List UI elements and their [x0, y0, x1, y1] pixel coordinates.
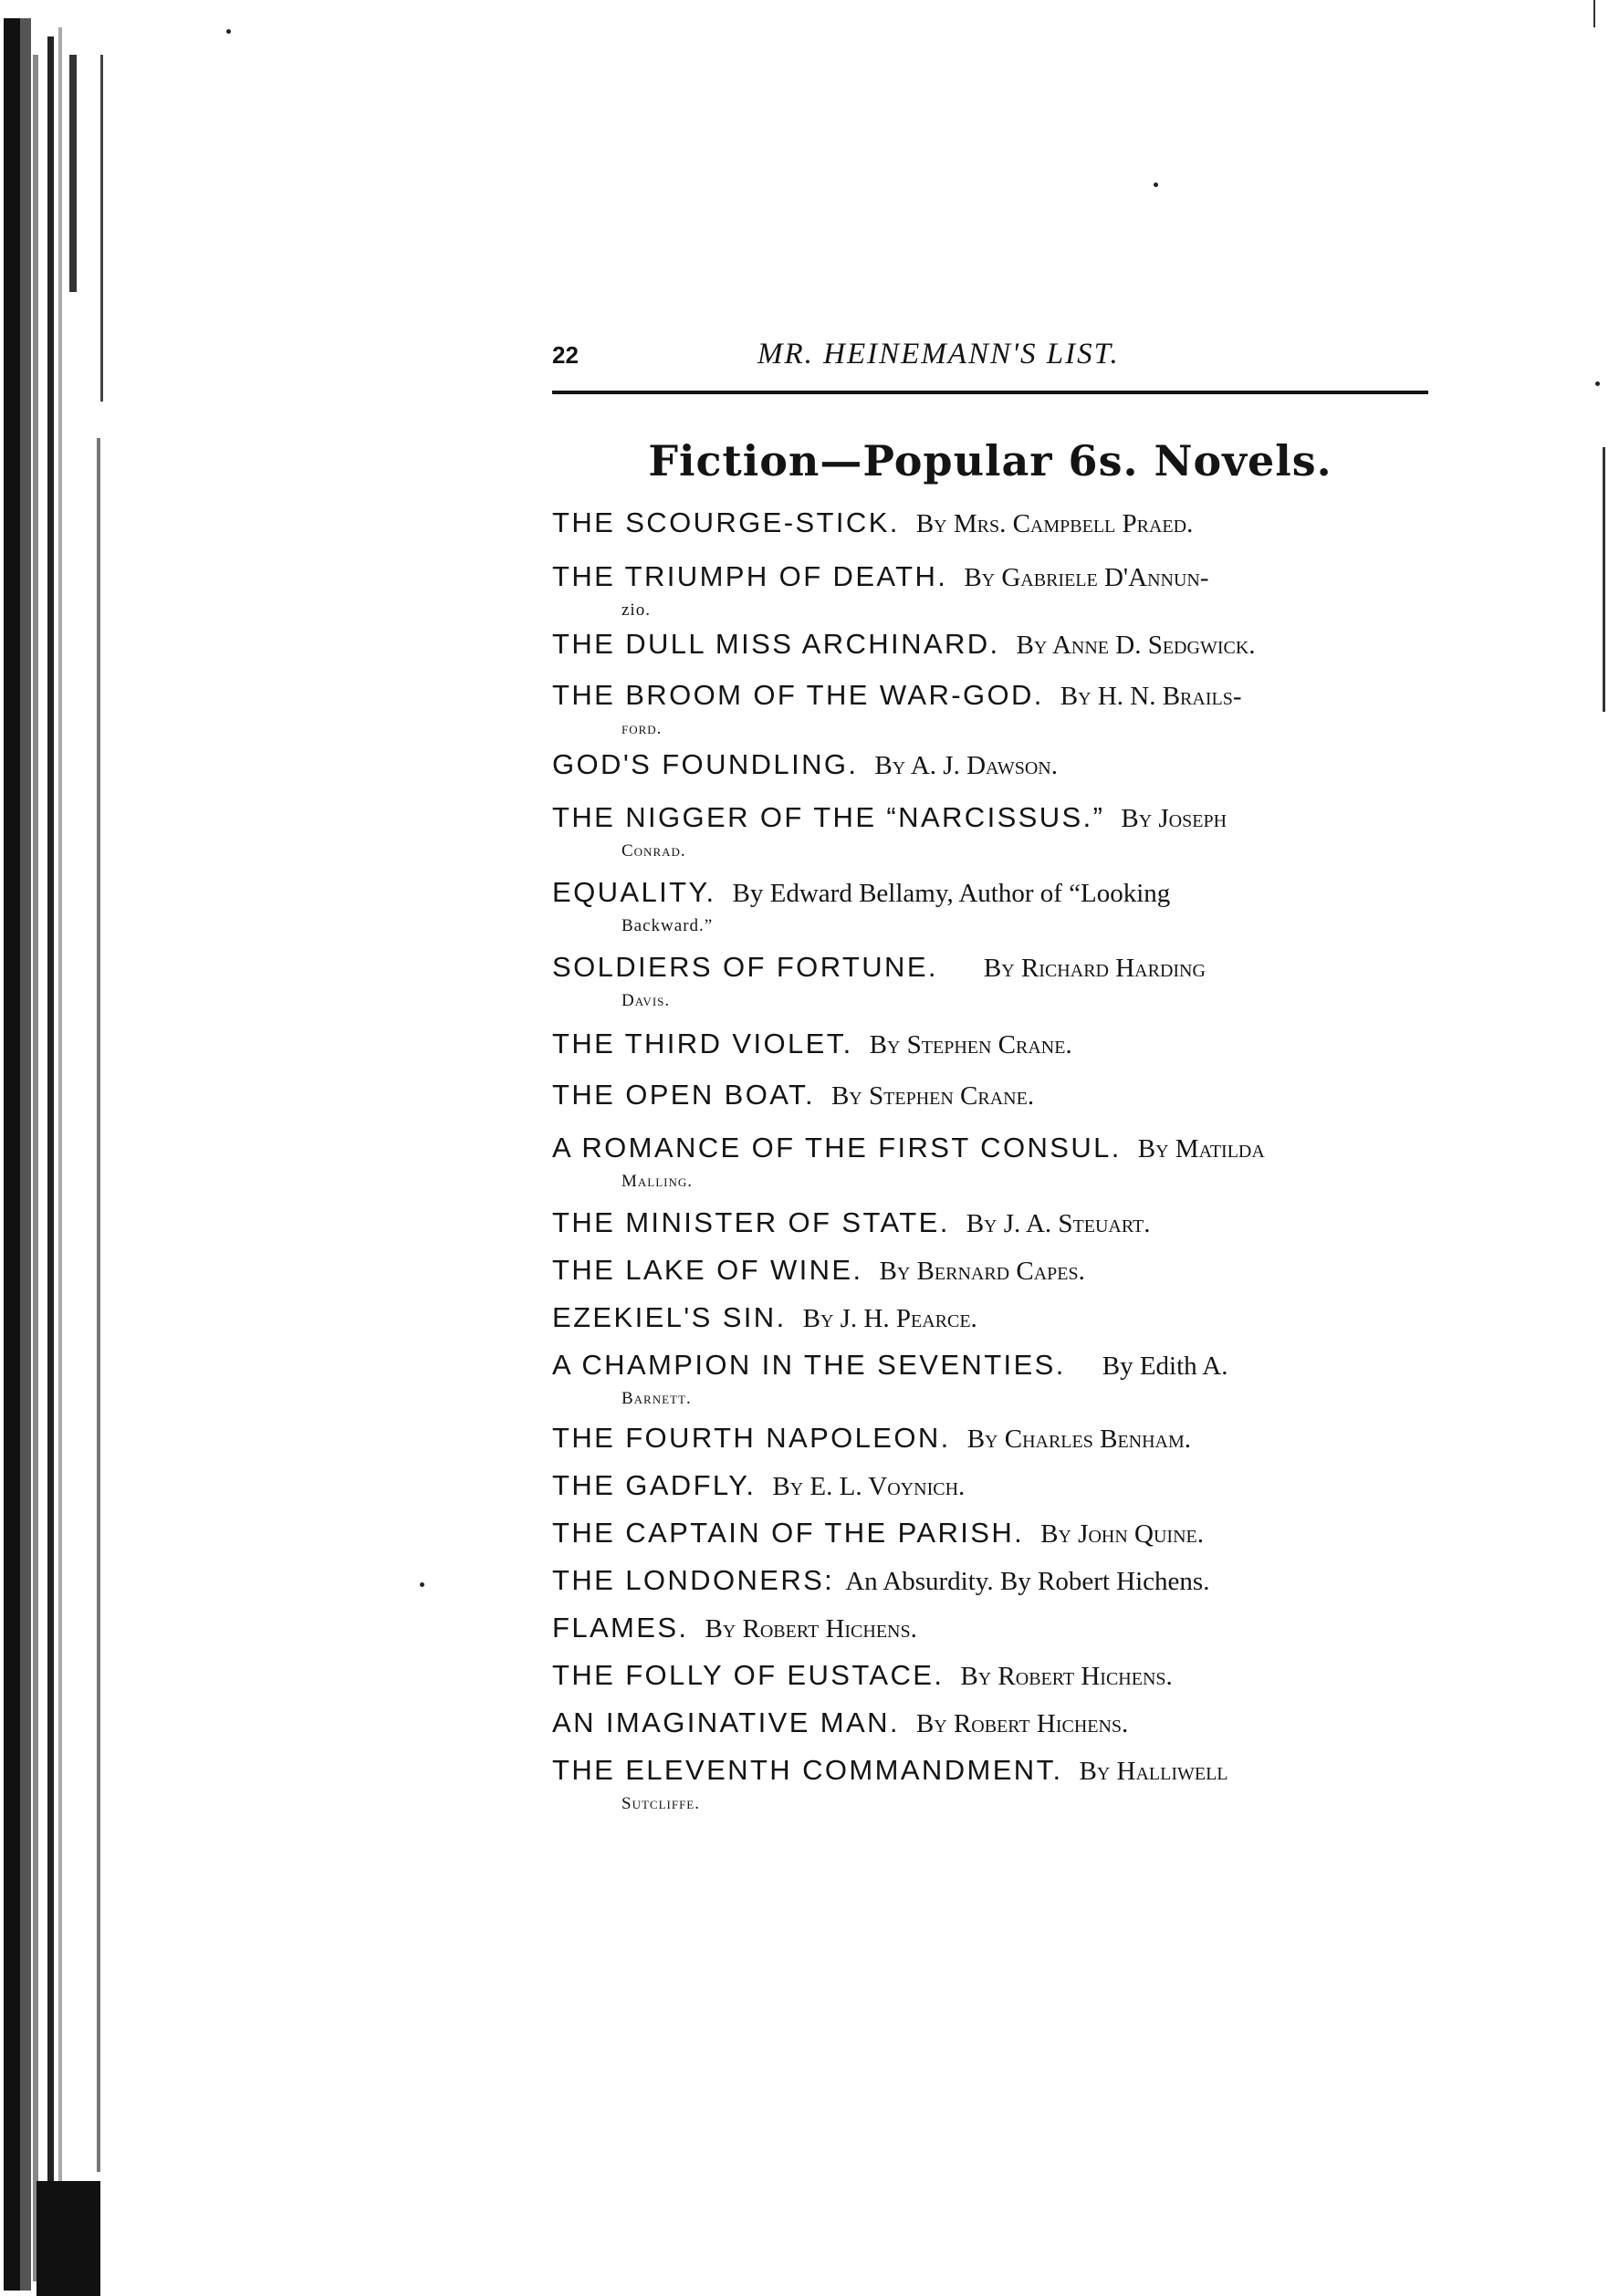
list-item	[552, 746, 1437, 788]
list-item	[552, 677, 1437, 739]
author-continuation: Sutcliffe.	[621, 1794, 700, 1813]
list-item	[552, 1077, 1437, 1119]
scan-speck	[1154, 183, 1158, 187]
running-header	[552, 338, 1428, 383]
book-author: By Anne D. Sedgwick.	[1016, 631, 1256, 660]
book-author: By Robert Hichens.	[960, 1662, 1173, 1691]
book-author: By Richard Harding	[983, 954, 1206, 983]
list-item	[552, 1347, 1437, 1409]
list-item	[552, 505, 1437, 547]
book-author: By J. A. Steuart.	[966, 1209, 1151, 1238]
book-title: GOD'S FOUNDLING.	[552, 748, 859, 780]
book-title: A CHAMPION IN THE SEVENTIES.	[552, 1349, 1066, 1381]
book-title: THE LONDONERS:	[552, 1564, 835, 1596]
book-title: FLAMES.	[552, 1612, 689, 1644]
list-item	[552, 626, 1437, 668]
book-author: By Stephen Crane.	[869, 1030, 1072, 1059]
list-item	[552, 1752, 1437, 1814]
list-item	[552, 1299, 1437, 1341]
book-title: THE MINISTER OF STATE.	[552, 1206, 950, 1238]
list-item	[552, 949, 1437, 1011]
book-author: By Edith A.	[1102, 1352, 1228, 1381]
scan-edge-mark	[1603, 447, 1605, 712]
book-author: By Matilda	[1137, 1134, 1265, 1164]
book-title: AN IMAGINATIVE MAN.	[552, 1706, 900, 1738]
list-item	[552, 874, 1437, 936]
list-item	[552, 1610, 1437, 1652]
list-item	[552, 1252, 1437, 1294]
scan-speck	[420, 1582, 424, 1587]
book-title: THE DULL MISS ARCHINARD.	[552, 628, 1000, 660]
scan-edge-mark	[1593, 0, 1595, 27]
author-continuation: Barnett.	[621, 1389, 692, 1408]
author-continuation: zio.	[621, 600, 651, 620]
book-author: By Gabriele D'Annun-	[964, 563, 1209, 592]
book-title: THE GADFLY.	[552, 1469, 757, 1501]
page-number: 22	[552, 341, 579, 369]
book-author: By Mrs. Campbell Praed.	[915, 509, 1194, 538]
running-title: MR. HEINEMANN'S LIST.	[757, 338, 1120, 370]
book-author: By Halliwell	[1079, 1757, 1228, 1786]
book-author: By John Quine.	[1040, 1519, 1204, 1549]
book-author: By Edward Bellamy, Author of “Looking	[732, 879, 1171, 908]
book-author: By J. H. Pearce.	[802, 1304, 977, 1333]
book-title: SOLDIERS OF FORTUNE.	[552, 951, 938, 983]
list-item	[552, 1420, 1437, 1462]
book-author: An Absurdity. By Robert Hichens.	[845, 1567, 1210, 1596]
list-item	[552, 1705, 1437, 1747]
list-item	[552, 1562, 1437, 1604]
book-title: THE BROOM OF THE WAR-GOD.	[552, 679, 1044, 711]
book-author: By Bernard Capes.	[879, 1257, 1085, 1286]
list-item	[552, 1130, 1437, 1192]
list-item	[552, 1205, 1437, 1247]
list-item	[552, 558, 1437, 621]
book-author: By Charles Benham.	[966, 1425, 1192, 1454]
book-title: THE OPEN BOAT.	[552, 1079, 815, 1111]
book-title: THE FOLLY OF EUSTACE.	[552, 1659, 945, 1691]
book-title: EZEKIEL'S SIN.	[552, 1301, 787, 1333]
book-title: THE ELEVENTH COMMANDMENT.	[552, 1754, 1063, 1786]
book-title: THE CAPTAIN OF THE PARISH.	[552, 1517, 1025, 1549]
scan-speck	[226, 29, 231, 34]
list-item	[552, 1026, 1437, 1068]
header-rule	[552, 391, 1428, 394]
list-item	[552, 799, 1437, 861]
book-author: By Joseph	[1121, 804, 1227, 833]
author-continuation: ford.	[621, 719, 663, 738]
book-title: THE NIGGER OF THE “NARCISSUS.”	[552, 801, 1105, 833]
section-title: Fiction—Popular 6s. Novels.	[648, 436, 1332, 485]
book-title: THE FOURTH NAPOLEON.	[552, 1422, 951, 1454]
book-author: By E. L. Voynich.	[772, 1472, 966, 1501]
scan-speck	[1595, 381, 1600, 386]
author-continuation: Malling.	[621, 1172, 694, 1191]
book-title: A ROMANCE OF THE FIRST CONSUL.	[552, 1132, 1122, 1164]
book-author: By Robert Hichens.	[915, 1709, 1129, 1738]
author-continuation: Conrad.	[621, 841, 686, 861]
book-title: THE LAKE OF WINE.	[552, 1254, 863, 1286]
list-item	[552, 1657, 1437, 1699]
book-title: THE TRIUMPH OF DEATH.	[552, 560, 948, 592]
book-title: THE SCOURGE-STICK.	[552, 506, 900, 538]
book-title: THE THIRD VIOLET.	[552, 1028, 853, 1059]
book-author: By H. N. Brails-	[1060, 682, 1242, 711]
author-continuation: Backward.”	[621, 916, 714, 935]
book-gutter	[0, 0, 137, 2296]
author-continuation: Davis.	[621, 991, 671, 1010]
book-author: By A. J. Dawson.	[874, 751, 1058, 780]
book-author: By Stephen Crane.	[830, 1081, 1035, 1111]
book-title: EQUALITY.	[552, 876, 716, 908]
list-item	[552, 1515, 1437, 1557]
list-item	[552, 1467, 1437, 1509]
book-author: By Robert Hichens.	[705, 1614, 917, 1644]
